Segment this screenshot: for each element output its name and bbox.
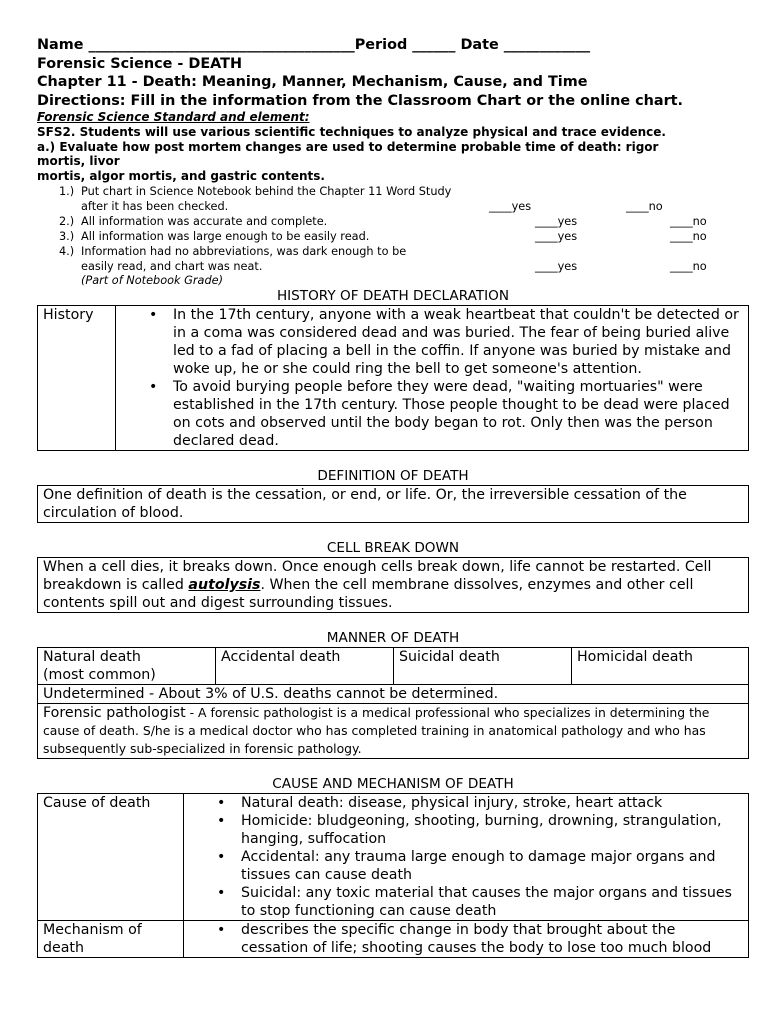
definition-text: One definition of death is the cessation, or end, or life. Or, the irreversible cessation of the circulation of blood. — [38, 486, 749, 523]
standard-label: Forensic Science Standard and element: — [37, 110, 310, 124]
checklist-item: 4.) Information had no abbreviations, was dark enough to be — [59, 245, 407, 258]
yes-blank[interactable]: ____yes — [489, 200, 532, 213]
history-table — [37, 305, 749, 451]
checklist-item: 1.) Put chart in Science Notebook behind the Chapter 11 Word Study — [59, 185, 452, 198]
yes-blank[interactable]: ____yes — [535, 260, 578, 273]
manner-section-title: MANNER OF DEATH — [326, 630, 460, 646]
chapter-title: Chapter 11 - Death: Meaning, Manner, Mechanism, Cause, and Time — [37, 74, 588, 90]
list-item: • Suicidal: any toxic material that causes the major organs and tissues to stop functioning can cause death — [189, 884, 743, 920]
checklist-item: 2.) All information was accurate and complete. ____yes ____no — [59, 215, 707, 228]
no-blank[interactable]: ____no — [670, 215, 707, 228]
cause-label: Cause of death — [38, 794, 184, 921]
suicidal-death-cell: Suicidal death — [394, 648, 572, 685]
list-item: • Natural death: disease, physical injury, stroke, heart attack — [189, 794, 743, 812]
manner-table — [37, 647, 749, 759]
yes-blank[interactable]: ____yes — [535, 230, 578, 243]
checklist — [37, 184, 749, 288]
history-label: History — [38, 306, 116, 451]
undetermined-cell: Undetermined - About 3% of U.S. deaths cannot be determined. — [38, 685, 749, 704]
autolysis-term: autolysis — [188, 577, 261, 593]
no-blank[interactable]: ____no — [670, 230, 707, 243]
checklist-item-cont: easily read, and chart was neat. ____yes ____no — [81, 260, 707, 273]
cell-section-title: CELL BREAK DOWN — [326, 540, 460, 556]
list-item: • Homicide: bludgeoning, shooting, burning, drowning, strangulation, hanging, suffocation — [189, 812, 743, 848]
mechanism-label: Mechanism of death — [38, 921, 184, 958]
cause-table — [37, 793, 749, 958]
natural-death-cell: Natural death (most common) — [38, 648, 216, 685]
list-item: • describes the specific change in body that brought about the cessation of life; shooting causes the body to lose too much blood — [189, 921, 743, 957]
checklist-item-cont: after it has been checked. ____yes ____no — [81, 200, 663, 213]
name-period-date-line[interactable]: Name _____________________________________Period ______ Date ____________ — [37, 37, 591, 53]
no-blank[interactable]: ____no — [670, 260, 707, 273]
no-blank[interactable]: ____no — [626, 200, 663, 213]
standard-sfs2: SFS2. Students will use various scientific techniques to analyze physical and trace evidence. — [37, 125, 666, 139]
notebook-grade-note: (Part of Notebook Grade) — [81, 274, 224, 287]
directions: Directions: Fill in the information from the Classroom Chart or the online chart. — [37, 92, 684, 109]
pathologist-cell: Forensic pathologist - A forensic pathologist is a medical professional who specializes in determining the cause of death. S/he is a medical doctor who has completed training in anatomical pathology and who has subsequently sub-specialized in forensic pathology. — [38, 704, 749, 759]
cause-section-title: CAUSE AND MECHANISM OF DEATH — [272, 776, 514, 792]
standard-element-a: a.) Evaluate how post mortem changes are used to determine probable time of death: rigor mortis, livor mortis, algor mortis, and gastric contents. — [37, 139, 659, 183]
checklist-item: 3.) All information was large enough to be easily read. ____yes ____no — [59, 230, 707, 243]
course-title: Forensic Science - DEATH — [37, 55, 243, 72]
list-item: • To avoid burying people before they were dead, "waiting mortuaries" were established in the 17th century. Those people thought to be dead were placed on cots and observed until the body began to rot. Only then was the person declared dead. — [121, 378, 742, 450]
list-item: • Accidental: any trauma large enough to damage major organs and tissues can cause death — [189, 848, 743, 884]
list-item: • In the 17th century, anyone with a weak heartbeat that couldn't be detected or in a coma was considered dead and was buried. The fear of being buried alive led to a fad of placing a bell in the coffin. If anyone was buried by mistake and woke up, he or she could ring the bell to get someone's attention. — [121, 306, 742, 378]
yes-blank[interactable]: ____yes — [535, 215, 578, 228]
definition-section-title: DEFINITION OF DEATH — [317, 468, 469, 484]
accidental-death-cell: Accidental death — [216, 648, 394, 685]
homicidal-death-cell: Homicidal death — [572, 648, 749, 685]
cell-text: When a cell dies, it breaks down. Once enough cells break down, life cannot be restarted. Cell breakdown is called autolysis. When the cell membrane dissolves, enzymes and other cell contents spill out and digest surrounding tissues. — [38, 558, 749, 613]
history-section-title: HISTORY OF DEATH DECLARATION — [276, 288, 510, 304]
cell-table — [37, 557, 749, 613]
worksheet-page — [37, 36, 749, 958]
definition-table — [37, 485, 749, 523]
